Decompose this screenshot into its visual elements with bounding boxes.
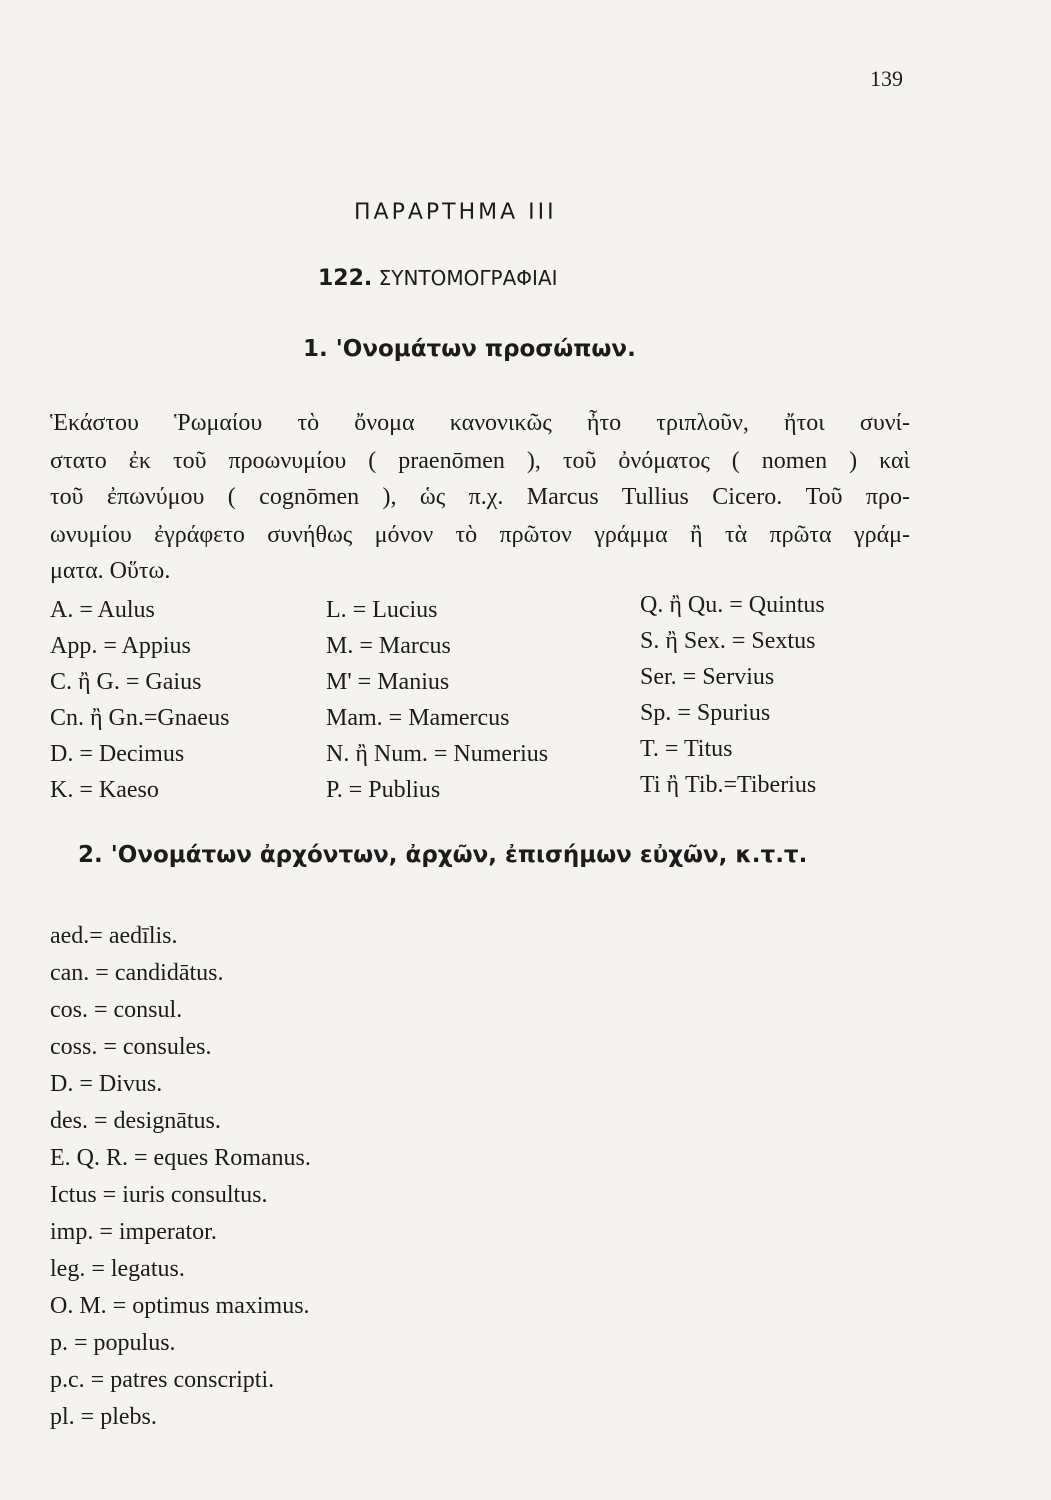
list-item: pl. = plebs. — [50, 1404, 157, 1430]
abbreviation-entry: S. ἢ Sex. = Sextus — [640, 628, 816, 654]
list-item: can. = candidātus. — [50, 960, 224, 986]
abbreviation-entry: T. = Titus — [640, 736, 733, 762]
abbreviation-entry: L. = Lucius — [326, 597, 438, 623]
list-item: leg. = legatus. — [50, 1256, 185, 1282]
list-item: E. Q. R. = eques Romanus. — [50, 1145, 311, 1171]
list-item: O. M. = optimus maximus. — [50, 1293, 310, 1319]
list-item: Ictus = iuris consultus. — [50, 1182, 268, 1208]
abbreviation-entry: D. = Decimus — [50, 741, 185, 767]
section1-heading: 1. 'Ονομάτων προσώπων. — [303, 336, 636, 362]
list-item: cos. = consul. — [50, 997, 183, 1023]
praenomen-column-2 — [326, 592, 548, 808]
chapter-number: 122. — [318, 266, 373, 291]
chapter-title — [318, 266, 558, 291]
abbreviation-entry: P. = Publius — [326, 777, 441, 803]
chapter-title-text: ΣΥΝΤΟΜΟΓΡΑΦΙΑΙ — [378, 266, 558, 290]
abbreviation-entry: Ser. = Servius — [640, 664, 775, 690]
list-item: coss. = consules. — [50, 1034, 212, 1060]
abbreviation-entry: Cn. ἢ Gn.=Gnaeus — [50, 705, 230, 731]
abbreviation-entry: C. ἢ G. = Gaius — [50, 669, 202, 695]
abbreviation-entry: M. = Marcus — [326, 633, 451, 659]
appendix-title: ΠΑΡΑΡΤΗΜΑ ΙΙΙ — [354, 200, 557, 225]
abbreviation-entry: App. = Appius — [50, 633, 191, 659]
paragraph-line: Ἑκάστου Ῥωμαίου τὸ ὄνομα κανονικῶς ἦτο τριπλοῦν, ἤτοι συνί- — [50, 410, 910, 436]
paragraph-line: ωνυμίου ἐγράφετο συνήθως μόνον τὸ πρῶτον γράμμα ἢ τὰ πρῶτα γράμ- — [50, 522, 910, 548]
abbreviation-entry: A. = Aulus — [50, 597, 155, 623]
list-item: p. = populus. — [50, 1330, 176, 1356]
abbreviation-entry: Q. ἢ Qu. = Quintus — [640, 592, 825, 618]
paragraph-line: ματα. Οὕτω. — [50, 558, 171, 584]
abbreviation-entry: K. = Kaeso — [50, 777, 159, 803]
abbreviation-entry: Sp. = Spurius — [640, 700, 771, 726]
page-number: 139 — [870, 66, 903, 91]
abbreviation-entry: N. ἢ Num. = Numerius — [326, 741, 549, 767]
list-item: D. = Divus. — [50, 1071, 163, 1097]
praenomen-column-1 — [50, 592, 229, 808]
abbreviation-entry: Mam. = Mamercus — [326, 705, 510, 731]
list-item: p.c. = patres conscripti. — [50, 1367, 275, 1393]
paragraph-line: τοῦ ἐπωνύμου ( cognōmen ), ὡς π.χ. Marcus Tullius Cicero. Τοῦ προ- — [50, 484, 910, 510]
abbreviation-entry: Ti ἢ Tib.=Tiberius — [640, 772, 817, 798]
list-item: des. = designātus. — [50, 1108, 221, 1134]
list-item: aed.= aedīlis. — [50, 923, 178, 949]
section2-heading: 2. 'Ονομάτων ἀρχόντων, ἀρχῶν, ἐπισήμων εὐχῶν, κ.τ.τ. — [78, 842, 808, 868]
official-abbreviations-list — [50, 918, 311, 1436]
list-item: imp. = imperator. — [50, 1219, 217, 1245]
praenomen-column-3 — [640, 587, 825, 803]
abbreviation-entry: M' = Manius — [326, 669, 450, 695]
paragraph-line: στατο ἐκ τοῦ προωνυμίου ( praenōmen ), τοῦ ὀνόματος ( nomen ) καὶ — [50, 448, 910, 474]
